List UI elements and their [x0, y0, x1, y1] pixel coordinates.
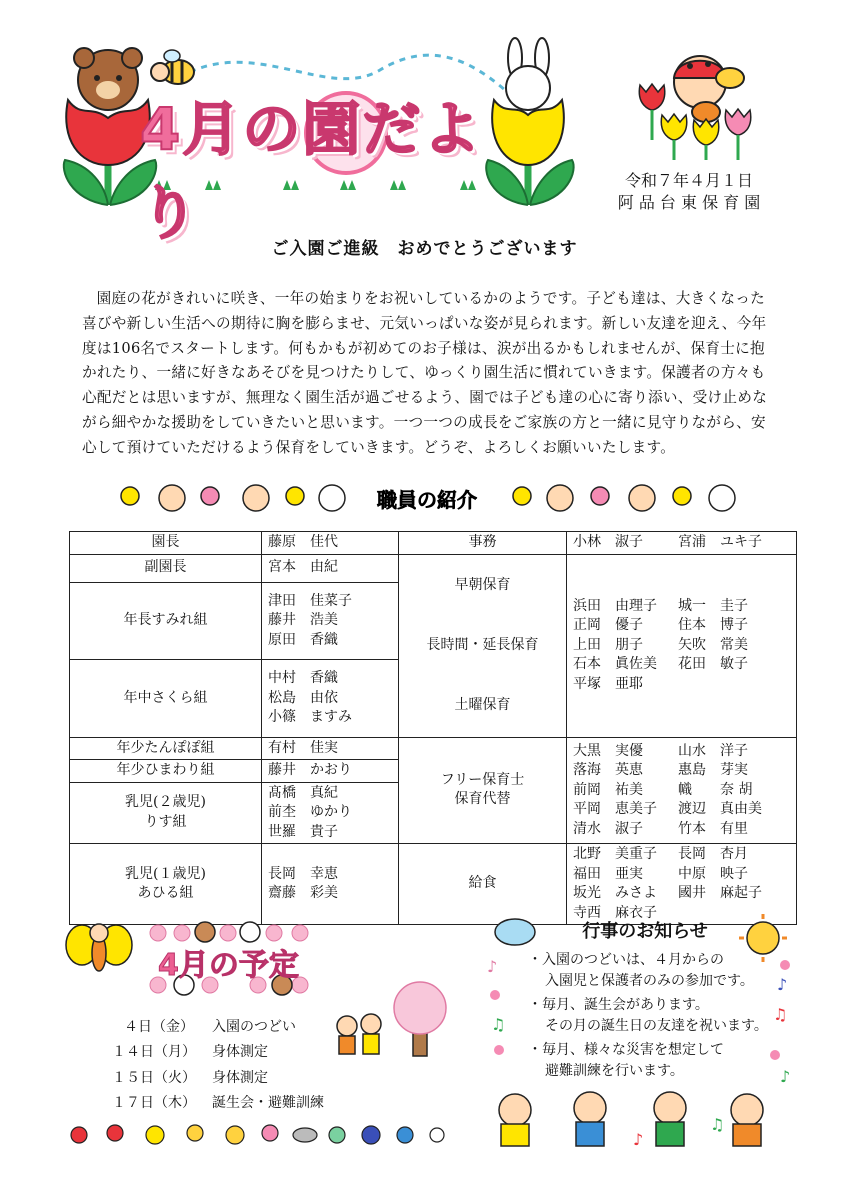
staff-name: 髙橋 真紀	[268, 784, 338, 801]
staff-name: 小林 淑子	[573, 534, 643, 550]
shift-role: 長時間・延長保育	[426, 636, 539, 653]
tulip-icons-left	[121, 485, 345, 511]
names-cell-shifts	[567, 554, 797, 737]
ladybug-girl-icon	[674, 56, 744, 122]
event-line: 避難訓練を行います。	[545, 1062, 684, 1079]
staff-name: 津田 佳菜子	[268, 592, 352, 609]
list-item	[112, 1064, 324, 1090]
school-name: 阿 品 台 東 保 育 園	[617, 193, 761, 212]
schedule-date: １４日（月）	[112, 1044, 196, 1061]
events-title: 行事のお知らせ	[582, 921, 708, 942]
staff-name: 城一 圭子	[678, 597, 748, 614]
staff-name: 前岡 祐美	[573, 781, 643, 798]
staff-name: 中村 香織	[268, 670, 338, 687]
svg-text:♪: ♪	[633, 1130, 644, 1149]
table-row	[70, 532, 797, 555]
staff-name: 平塚 亜耶	[573, 675, 643, 692]
role-cell: 副園長	[70, 554, 262, 582]
staff-name: 大黒 実優	[573, 742, 643, 759]
role-cell: 年中さくら組	[70, 660, 262, 737]
staff-name: 正岡 優子	[573, 617, 643, 634]
svg-text:♫: ♫	[491, 1015, 506, 1034]
event-line: その月の誕生日の友達を祝います。	[545, 1017, 768, 1034]
svg-text:♫: ♫	[710, 1115, 725, 1134]
table-row	[70, 737, 797, 760]
staff-name: 浜田 由理子	[573, 597, 657, 614]
staff-table	[69, 531, 797, 925]
role-cell	[70, 782, 262, 844]
intro-paragraph: 園庭の花がきれいに咲き、一年の始まりをお祝いしているかのようです。子ども達は、大きくなった喜びや新しい生活への期待に胸を膨らませ、元気いっぱいな姿が見られます。新しい友達を迎え、今年度は106名でスタートします。何もかもが初めてのお子様は、涙が出るかもしれませんが、保育士に抱かれたり、一緒に好きなあそびを見つけたりして、ゆっくり園生活に慣れていきます。保護者の方々も心配だとは思いますが、無理なく園生活が過ごせるよう、園では子ども達の心に寄り添い、受け止めながら細やかな援助をしていきたいと思います。一つ一つの成長をご家族の方と一緒に見守りながら、安心して預けていただけるよう保育をしていきます。どうぞ、よろしくお願いいたします。	[82, 290, 768, 456]
table-row	[70, 554, 797, 582]
svg-text:♪: ♪	[780, 1067, 791, 1086]
child-icon	[337, 1014, 381, 1054]
schedule-date: ４日（金）	[124, 1018, 194, 1035]
names-cell: 藤原 佳代	[262, 532, 399, 555]
role-cell: 年長すみれ組	[70, 582, 262, 659]
staff-name: 住本 博子	[678, 617, 748, 634]
issue-date: 令和７年４月１日	[624, 171, 753, 190]
svg-text:♪: ♪	[487, 957, 498, 976]
staff-name: 上田 朋子	[573, 636, 643, 653]
staff-name: 清水 淑子	[573, 820, 643, 837]
names-cell: 宮本 由紀	[262, 554, 399, 582]
role-line: りす組	[144, 813, 187, 830]
shift-role: 早朝保育	[454, 576, 511, 593]
event-line: ・毎月、様々な災害を想定して	[528, 1042, 724, 1058]
list-item	[112, 1090, 324, 1116]
role-cell: 年少たんぽぽ組	[70, 737, 262, 760]
staff-name: 長岡 幸恵	[268, 865, 338, 882]
staff-name: 石本 眞佐美	[573, 656, 657, 673]
staff-name: 矢吹 常美	[678, 636, 748, 653]
staff-name: 藤井 浩美	[268, 612, 338, 629]
names-cell	[262, 782, 399, 844]
role-cell: 年少ひまわり組	[70, 760, 262, 783]
bugs-row-decoration	[65, 1120, 445, 1150]
staff-name: 原田 香織	[268, 631, 338, 648]
schedule-event: 身体測定	[212, 1044, 268, 1061]
event-line: ・毎月、誕生会があります。	[528, 997, 709, 1013]
grass-icon	[155, 180, 476, 190]
schedule-list	[112, 1013, 324, 1115]
staff-name: 北野 美重子	[573, 846, 657, 862]
names-cell	[262, 660, 399, 737]
staff-name: 渡辺 真由美	[678, 801, 762, 817]
names-cell-free	[567, 737, 797, 844]
schedule-date: １７日（木）	[112, 1095, 196, 1112]
cherry-tree-icon	[394, 982, 446, 1056]
schedule-event: 入園のつどい	[212, 1018, 296, 1035]
staff-name: 花田 敏子	[678, 656, 748, 673]
staff-name: 世羅 貴子	[268, 823, 338, 840]
events-list	[528, 950, 798, 1085]
names-cell: 有村 佳実	[262, 737, 399, 760]
staff-name: 前杢 ゆかり	[268, 804, 352, 820]
role-cell-office: 事務	[399, 532, 567, 555]
staff-name: 小篠 ますみ	[268, 709, 352, 726]
list-item	[112, 1039, 324, 1065]
greeting-heading: ご入園ご進級 おめでとうございます	[271, 239, 578, 259]
tulip-icons-right	[513, 485, 735, 511]
svg-text:♫: ♫	[773, 1005, 788, 1024]
staff-name: 寺西 麻衣子	[573, 904, 657, 921]
children-tree-illustration	[325, 980, 460, 1060]
role-line: 乳児(２歳児)	[125, 794, 206, 811]
bee-icon	[151, 50, 194, 84]
butterfly-icon	[66, 924, 132, 971]
staff-name: 長岡 杏月	[678, 846, 748, 862]
staff-name: 福田 亜実	[573, 865, 643, 882]
role-line: あひる組	[137, 885, 194, 901]
staff-name: 山水 洋子	[678, 742, 748, 759]
list-item	[528, 950, 798, 991]
names-cell-office	[567, 532, 797, 555]
date-block	[604, 170, 774, 214]
staff-name: 齋藤 彩美	[268, 885, 338, 901]
staff-name: 中原 映子	[678, 865, 748, 882]
role-cell	[70, 844, 262, 925]
staff-name	[678, 675, 788, 695]
schedule-date: １５日（火）	[112, 1069, 196, 1086]
role-cell-kitchen: 給食	[399, 844, 567, 925]
role-line: 乳児(１歳児)	[125, 865, 206, 882]
svg-text:♪: ♪	[777, 975, 788, 994]
staff-name: 落海 英恵	[573, 762, 643, 778]
newsletter-title: 4月の園だより	[140, 95, 483, 247]
event-line: 入園児と保護者のみの参加です。	[545, 972, 754, 989]
free-role: フリー保育士	[440, 771, 525, 788]
staff-name: 宮浦 ユキ子	[678, 534, 762, 550]
list-item	[528, 995, 798, 1036]
cloud-icon	[495, 919, 535, 945]
staff-name: 平岡 恵美子	[573, 801, 657, 817]
list-item	[112, 1013, 324, 1039]
staff-name: 松島 由依	[268, 689, 338, 706]
free-role: 保育代替	[454, 791, 511, 808]
staff-name: 惠島 芽実	[678, 762, 748, 778]
event-line: ・入園のつどいは、４月からの	[528, 952, 724, 968]
staff-name: 幟 奈 胡	[678, 781, 753, 798]
role-cell-shifts	[399, 554, 567, 737]
schedule-title: 4月の予定	[158, 948, 299, 983]
insect-icons	[71, 1125, 444, 1144]
schedule-event: 身体測定	[212, 1069, 268, 1086]
schedule-event: 誕生会・避難訓練	[212, 1095, 324, 1112]
names-cell	[262, 844, 399, 925]
list-item	[528, 1040, 798, 1081]
names-cell	[262, 582, 399, 659]
staff-name: 坂光 みさよ	[573, 885, 657, 901]
names-cell: 藤井 かおり	[262, 760, 399, 783]
staff-name: 竹本 有里	[678, 820, 748, 837]
staff-name: 國井 麻起子	[678, 885, 762, 901]
role-cell-free	[399, 737, 567, 844]
staff-section-title: 職員の紹介	[377, 488, 477, 512]
shift-role: 土曜保育	[454, 696, 511, 713]
role-cell: 園長	[70, 532, 262, 555]
